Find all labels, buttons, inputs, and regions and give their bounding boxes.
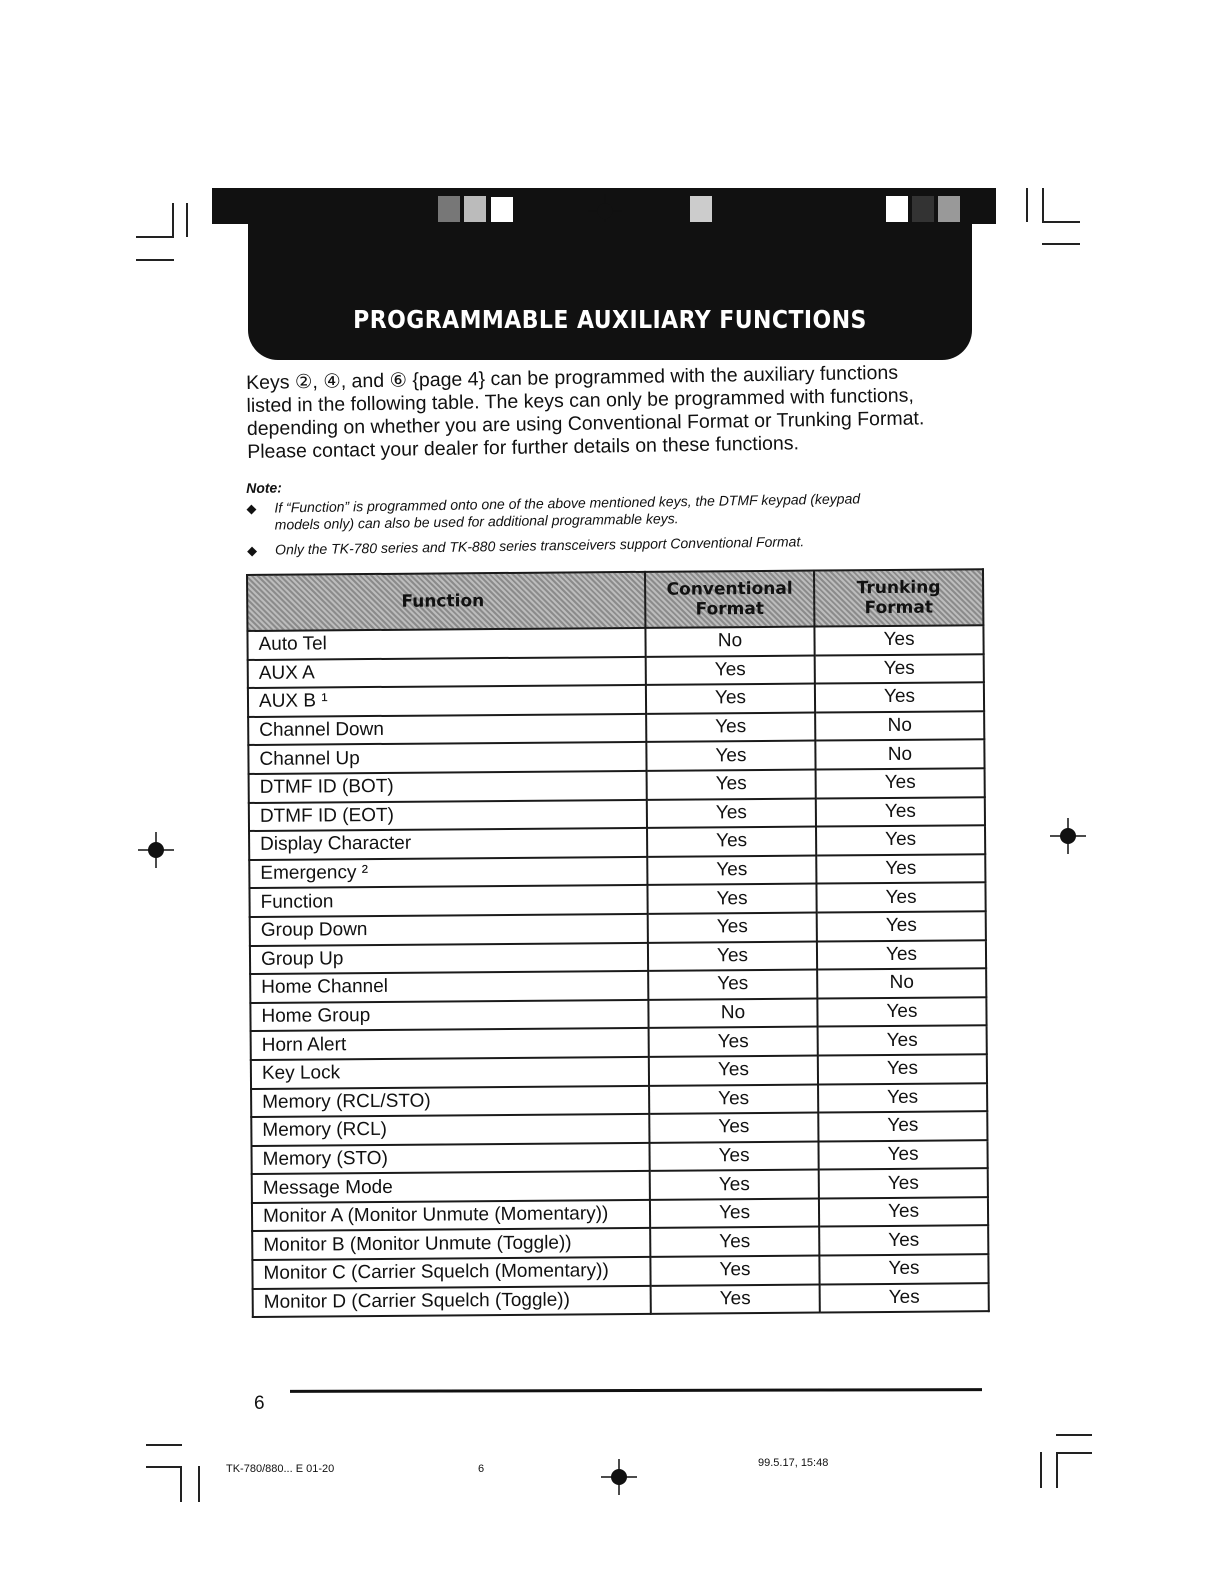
- trunking-cell: Yes: [818, 1140, 987, 1170]
- note-label: Note:: [246, 479, 283, 496]
- trunking-cell: Yes: [815, 654, 984, 684]
- crop-mark: [186, 203, 188, 237]
- function-cell: Monitor A (Monitor Unmute (Momentary)): [252, 1200, 650, 1232]
- functions-table-wrapper: [246, 568, 990, 1318]
- functions-table: [246, 568, 990, 1318]
- function-cell: Auto Tel: [247, 628, 645, 660]
- conventional-cell: Yes: [650, 1170, 819, 1200]
- trunking-cell: Yes: [816, 883, 985, 913]
- conventional-cell: Yes: [648, 912, 817, 942]
- conventional-cell: Yes: [650, 1198, 819, 1228]
- footer-rule: [290, 1388, 982, 1393]
- crop-mark: [1042, 243, 1080, 245]
- conventional-cell: Yes: [647, 798, 816, 828]
- trunking-cell: Yes: [818, 1111, 987, 1141]
- function-cell: Horn Alert: [251, 1028, 649, 1060]
- trunking-cell: Yes: [819, 1254, 988, 1284]
- function-cell: Channel Up: [248, 742, 646, 774]
- print-slug-right: 99.5.17, 15:48: [758, 1457, 829, 1469]
- function-cell: Monitor B (Monitor Unmute (Toggle)): [252, 1228, 650, 1260]
- function-cell: Emergency ²: [249, 857, 647, 889]
- table-row: [253, 1283, 989, 1317]
- column-header-text: Format: [864, 597, 934, 619]
- column-header-conventional: [645, 571, 814, 628]
- trunking-cell: Yes: [818, 1026, 987, 1056]
- function-cell: AUX A: [248, 656, 646, 688]
- registration-mark-icon: [138, 832, 174, 868]
- trunking-cell: No: [817, 968, 986, 998]
- function-cell: Key Lock: [251, 1057, 649, 1089]
- note-text: Only the TK-780 series and TK-880 series transceivers support Conventional Format.: [274, 533, 805, 558]
- column-header-function: Function: [247, 572, 645, 631]
- conventional-cell: Yes: [646, 741, 815, 771]
- conventional-cell: Yes: [647, 884, 816, 914]
- conventional-cell: Yes: [649, 1141, 818, 1171]
- intro-paragraph: [246, 361, 967, 464]
- intro-line: listed in the following table. The keys can only be programmed with functions,: [246, 384, 914, 417]
- trunking-cell: Yes: [816, 797, 985, 827]
- conventional-cell: No: [648, 998, 817, 1028]
- function-cell: Memory (RCL): [251, 1114, 649, 1146]
- conventional-cell: Yes: [647, 827, 816, 857]
- trunking-cell: Yes: [816, 825, 985, 855]
- conventional-cell: Yes: [648, 941, 817, 971]
- conventional-cell: Yes: [649, 1084, 818, 1114]
- conventional-cell: Yes: [646, 684, 815, 714]
- trunking-cell: Yes: [817, 911, 986, 941]
- conventional-cell: Yes: [649, 1055, 818, 1085]
- table-header-row: [247, 569, 983, 631]
- registration-mark-icon: [601, 1459, 637, 1495]
- crop-mark: [146, 1444, 182, 1446]
- color-swatch: [938, 196, 960, 224]
- function-cell: Home Channel: [250, 971, 648, 1003]
- function-cell: Channel Down: [248, 714, 646, 746]
- color-swatch: [912, 196, 934, 224]
- registration-mark-icon: [1050, 818, 1086, 854]
- crop-mark: [1042, 188, 1044, 222]
- trunking-cell: No: [815, 711, 984, 741]
- trunking-cell: Yes: [819, 1168, 988, 1198]
- crop-mark: [1056, 1452, 1058, 1488]
- column-header-text: Trunking: [856, 577, 941, 599]
- trunking-cell: Yes: [819, 1197, 988, 1227]
- table-body: [247, 625, 988, 1317]
- color-swatch: [464, 196, 486, 224]
- trunking-cell: Yes: [818, 1083, 987, 1113]
- crop-mark: [1056, 1434, 1092, 1436]
- print-slug-left: TK-780/880... E 01-20: [226, 1463, 335, 1475]
- crop-mark: [198, 1466, 200, 1502]
- function-cell: DTMF ID (BOT): [249, 771, 647, 803]
- conventional-cell: Yes: [647, 770, 816, 800]
- trunking-cell: No: [815, 740, 984, 770]
- intro-line: depending on whether you are using Conventional Format or Trunking Format.: [246, 407, 925, 440]
- function-cell: Display Character: [249, 828, 647, 860]
- trunking-cell: Yes: [818, 1054, 987, 1084]
- function-cell: Group Down: [250, 914, 648, 946]
- note-section: [246, 469, 967, 567]
- conventional-cell: Yes: [649, 1027, 818, 1057]
- diamond-bullet-icon: ◆: [246, 542, 258, 558]
- crop-mark: [180, 1466, 182, 1502]
- column-header-trunking: [814, 569, 983, 626]
- conventional-cell: Yes: [647, 855, 816, 885]
- trunking-cell: Yes: [820, 1283, 989, 1313]
- crop-mark: [136, 259, 174, 261]
- page-number: 6: [254, 1393, 265, 1414]
- crop-mark: [1042, 221, 1080, 223]
- conventional-cell: Yes: [650, 1227, 819, 1257]
- function-cell: Message Mode: [252, 1171, 650, 1203]
- title-banner: [248, 222, 972, 360]
- trunking-cell: Yes: [817, 997, 986, 1027]
- crop-mark: [146, 1466, 182, 1468]
- crop-mark: [1056, 1452, 1092, 1454]
- function-cell: Monitor C (Carrier Squelch (Momentary)): [252, 1257, 650, 1289]
- function-cell: Home Group: [250, 1000, 648, 1032]
- print-slug-center: 6: [478, 1463, 485, 1475]
- function-cell: Monitor D (Carrier Squelch (Toggle)): [253, 1286, 651, 1318]
- crop-mark: [1026, 188, 1028, 222]
- conventional-cell: Yes: [651, 1284, 820, 1314]
- note-item: [247, 531, 967, 559]
- trunking-cell: Yes: [817, 940, 986, 970]
- column-header-text: Conventional: [666, 578, 793, 600]
- crop-mark: [172, 203, 174, 237]
- column-header-text: Format: [695, 598, 765, 620]
- conventional-cell: Yes: [646, 712, 815, 742]
- trunking-cell: Yes: [816, 768, 985, 798]
- crop-mark: [136, 236, 174, 238]
- diamond-bullet-icon: ◆: [246, 500, 257, 516]
- page-title: PROGRAMMABLE AUXILIARY FUNCTIONS: [353, 305, 867, 334]
- color-swatch: [438, 196, 460, 224]
- color-swatch: [690, 196, 712, 224]
- function-cell: Memory (STO): [251, 1143, 649, 1175]
- conventional-cell: Yes: [648, 970, 817, 1000]
- conventional-cell: Yes: [650, 1256, 819, 1286]
- note-item: [246, 489, 966, 534]
- function-cell: Function: [249, 885, 647, 917]
- trunking-cell: Yes: [814, 625, 983, 655]
- trunking-cell: Yes: [819, 1226, 988, 1256]
- color-swatch: [886, 196, 908, 224]
- trunking-cell: Yes: [816, 854, 985, 884]
- function-cell: AUX B ¹: [248, 685, 646, 717]
- note-text: models only) can also be used for additional programmable keys.: [274, 510, 679, 533]
- function-cell: DTMF ID (EOT): [249, 799, 647, 831]
- conventional-cell: No: [645, 627, 814, 657]
- trunking-cell: Yes: [815, 682, 984, 712]
- conventional-cell: Yes: [649, 1113, 818, 1143]
- crop-mark: [1040, 1452, 1042, 1488]
- intro-line: Please contact your dealer for further details on these functions.: [247, 432, 800, 463]
- note-text: If “Function” is programmed onto one of the above mentioned keys, the DTMF keypad (keypad: [274, 490, 861, 516]
- conventional-cell: Yes: [646, 655, 815, 685]
- intro-line: Keys ②, ④, and ⑥ {page 4} can be programmed with the auxiliary functions: [246, 361, 899, 394]
- function-cell: Memory (RCL/STO): [251, 1085, 649, 1117]
- function-cell: Group Up: [250, 942, 648, 974]
